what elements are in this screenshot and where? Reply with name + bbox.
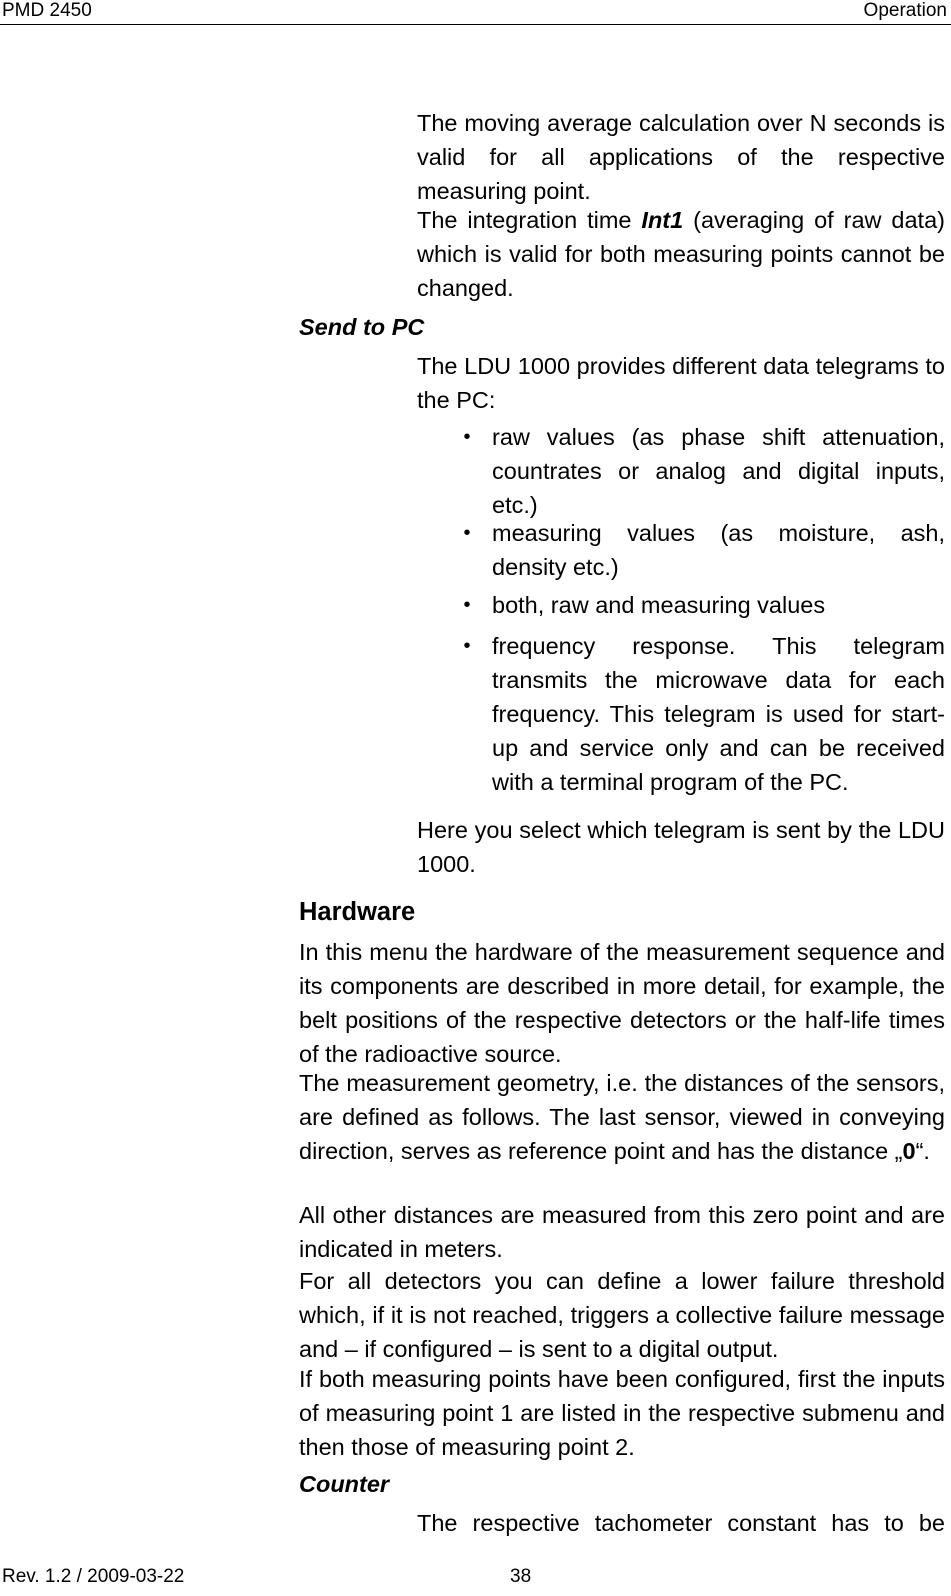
paragraph-measurement-geometry-end: “. <box>915 1138 930 1164</box>
list-item-text: measuring values (as moisture, ash, density etc.) <box>492 520 945 580</box>
page-footer <box>0 1566 951 1594</box>
int1-term: Int1 <box>641 207 684 233</box>
header-chapter-title: Operation <box>863 0 947 21</box>
paragraph-failure-threshold: For all detectors you can define a lower failure threshold which, if it is not reached, triggers a collective failure message and – if configured – is sent to a digital output. <box>299 1268 945 1362</box>
bullet-icon: • <box>463 522 471 544</box>
paragraph-measurement-geometry <box>299 1066 945 1168</box>
list-item-text: raw values (as phase shift attenuation, countrates or analog and digital inputs, etc.) <box>492 424 945 518</box>
paragraph-measurement-geometry-start: The measurement geometry, i.e. the distances of the sensors, are defined as follows. The last sensor, viewed in conveying direction, serves as reference point and has the distance „ <box>299 1070 945 1164</box>
bullet-icon: • <box>463 594 471 616</box>
page-number: 38 <box>510 1566 532 1587</box>
page-header <box>0 0 951 25</box>
heading-counter: Counter <box>299 1471 390 1497</box>
paragraph-integration-time-start: The integration time <box>417 207 642 233</box>
paragraph-distances: All other distances are measured from this zero point and are indicated in meters. <box>299 1202 945 1262</box>
paragraph-integration-time-end: (averaging of raw data) which is valid for both measuring points cannot be changed. <box>417 207 945 301</box>
paragraph-data-telegrams: The LDU 1000 provides different data telegrams to the PC: <box>417 353 945 413</box>
heading-send-to-pc: Send to PC <box>299 314 425 340</box>
paragraph-measuring-points: If both measuring points have been configured, first the inputs of measuring point 1 are listed in the respective submenu and then those of measuring point 2. <box>299 1366 945 1460</box>
heading-hardware: Hardware <box>299 898 416 926</box>
paragraph-integration-time <box>417 203 945 305</box>
paragraph-moving-average: The moving average calculation over N seconds is valid for all applications of the respective measuring point. <box>417 110 945 204</box>
paragraph-telegram-select: Here you select which telegram is sent by the LDU 1000. <box>417 817 945 877</box>
header-document-title: PMD 2450 <box>2 0 92 21</box>
paragraph-hardware-menu: In this menu the hardware of the measurement sequence and its components are described in more detail, for example, the belt positions of the respective detectors or the half-life times of the radioactive source. <box>299 939 945 1067</box>
zero-distance-value: 0 <box>902 1138 916 1164</box>
footer-revision: Rev. 1.2 / 2009-03-22 <box>2 1566 185 1587</box>
paragraph-tachometer-constant: The respective tachometer constant has to be <box>417 1510 945 1536</box>
bullet-icon: • <box>463 635 471 657</box>
list-item-text: frequency response. This telegram transmits the microwave data for each frequency. This telegram is used for start-up and service only and can be received with a terminal program of the PC. <box>492 633 945 795</box>
bullet-icon: • <box>463 426 471 448</box>
list-item-text: both, raw and measuring values <box>492 592 826 618</box>
